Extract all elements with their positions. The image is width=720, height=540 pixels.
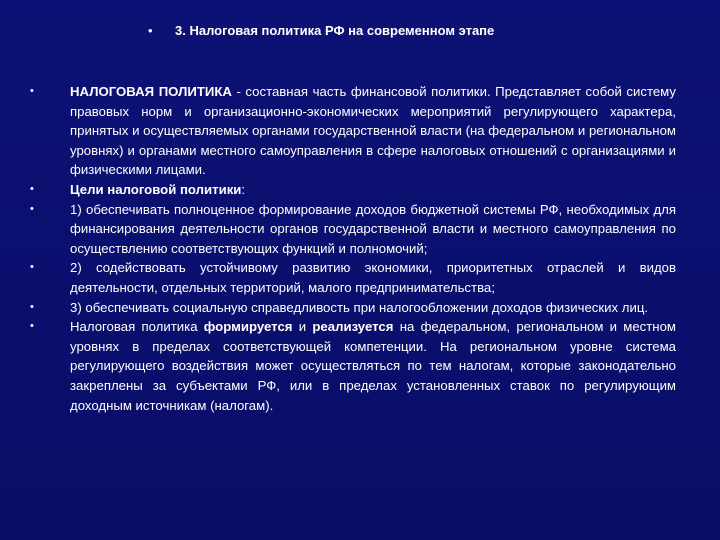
levels-part-2: формируется — [203, 319, 293, 335]
list-item-goal-3 — [30, 298, 676, 318]
bullet-list — [30, 82, 676, 415]
list-item-goal-2 — [30, 258, 676, 297]
list-item-levels — [30, 317, 676, 415]
bullet-icon: • — [30, 300, 34, 313]
title-row — [0, 22, 720, 42]
list-item-goals-heading — [30, 180, 676, 200]
levels-part-5: на федеральном, региональном и местном уровнях в пределах соответствующей компетенции. На региональном уровне система регулирующего воздействия может осуществляться по тем налогам, которые законодательно закреплены за субъектами РФ, или в пределах установленных ставок по регулирующим доходным источникам (налогам). — [70, 319, 676, 413]
bullet-icon: • — [30, 320, 34, 333]
goals-heading: Цели налоговой политики — [70, 181, 242, 197]
slide-title: 3. Налоговая политика РФ на современном этапе — [175, 23, 495, 38]
levels-part-3: и — [292, 319, 313, 335]
list-item-goal-1 — [30, 200, 676, 259]
levels-part-4: реализуется — [312, 319, 394, 335]
bullet-icon: • — [148, 23, 153, 38]
term-bold: НАЛОГОВАЯ ПОЛИТИКА — [70, 84, 232, 99]
goal-2-text: 2) содействовать устойчивому развитию экономики, приоритетных отраслей и видов деятельности, отдельных территорий, малого предпринимательства; — [70, 260, 676, 295]
bullet-icon: • — [30, 261, 34, 274]
list-item-definition — [30, 82, 676, 180]
definition-text: - составная часть финансовой политики. Представляет собой систему правовых норм и организационно-экономических мероприятий регулирующего характера, принятых и осуществляемых органами государственной власти (на федеральном и региональном уровнях) и органами местного самоуправления в сфере налоговых отношений с организациями и физическими лицами. — [70, 84, 676, 178]
goals-colon: : — [241, 181, 246, 197]
goal-3-text: 3) обеспечивать социальную справедливость при налогообложении доходов физических лиц. — [70, 299, 649, 315]
bullet-icon: • — [30, 182, 34, 195]
levels-part-1: Налоговая политика — [70, 319, 204, 335]
bullet-icon: • — [30, 85, 34, 97]
goal-1-text: 1) обеспечивать полноценное формирование доходов бюджетной системы РФ, необходимых для финансирования деятельности органов государственной власти и местного самоуправления по осуществлению соответствующих функций и полномочий; — [70, 201, 676, 256]
bullet-icon: • — [30, 202, 34, 215]
